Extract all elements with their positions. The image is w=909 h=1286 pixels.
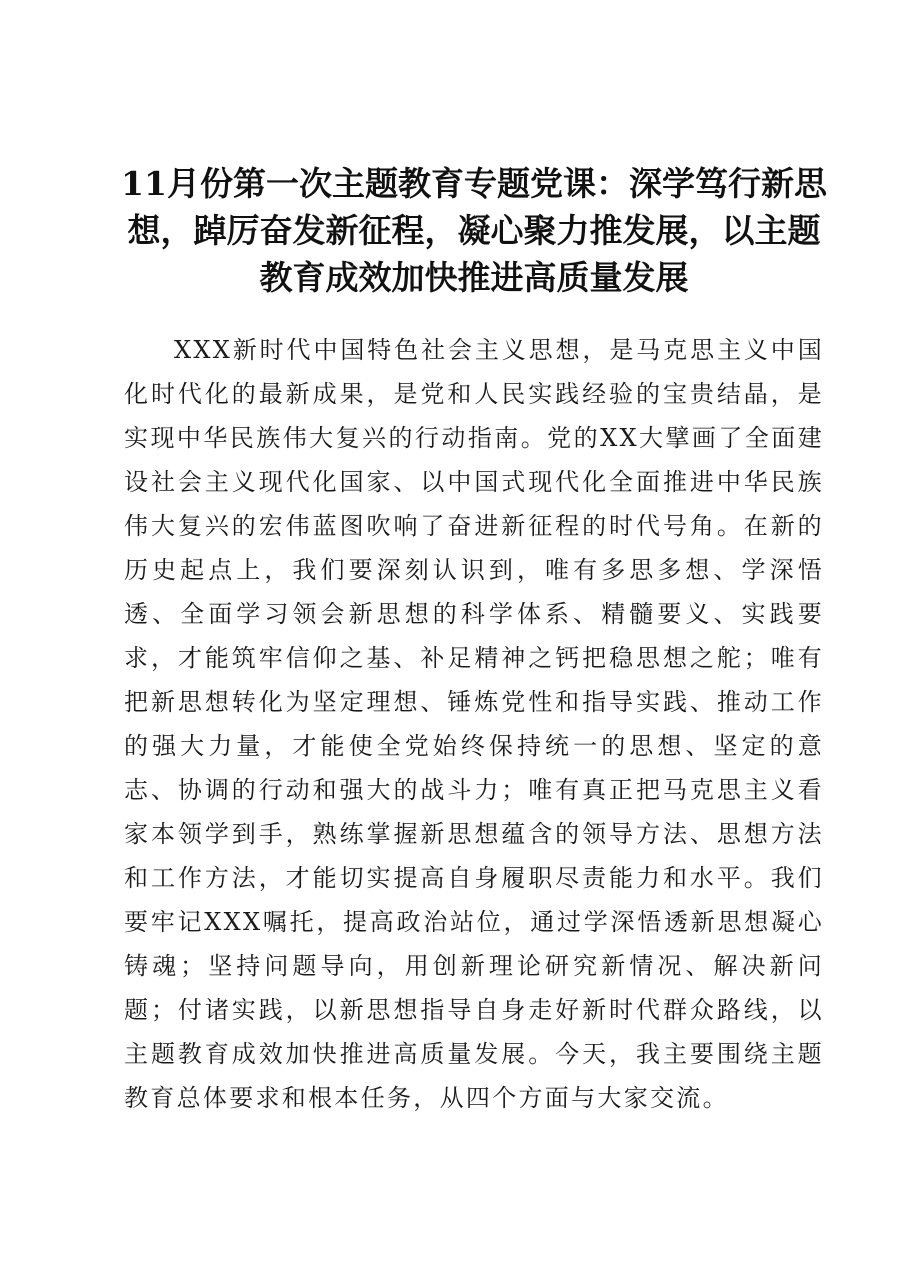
document-title: 11月份第一次主题教育专题党课：深学笃行新思想，踔厉奋发新征程，凝心聚力推发展，以主题教育成效加快推进高质量发展 [121, 164, 827, 297]
body-paragraph: XXX新时代中国特色社会主义思想，是马克思主义中国化时代化的最新成果，是党和人民实践经验的宝贵结晶，是实现中华民族伟大复兴的行动指南。党的XX大擘画了全面建设社会主义现代化国家、以中国式现代化全面推进中华民族伟大复兴的宏伟蓝图吹响了奋进新征程的时代号角。在新的历史起点上，我们要深刻认识到，唯有多思多想、学深悟透、全面学习领会新思想的科学体系、精髓要义、实践要求，才能筑牢信仰之基、补足精神之钙把稳思想之舵；唯有把新思想转化为坚定理想、锤炼党性和指导实践、推动工作的强大力量，才能使全党始终保持统一的思想、坚定的意志、协调的行动和强大的战斗力；唯有真正把马克思主义看家本领学到手，熟练掌握新思想蕴含的领导方法、思想方法和工作方法，才能切实提高自身履职尽责能力和水平。我们要牢记XXX嘱托，提高政治站位，通过学深悟透新思想凝心铸魂；坚持问题导向，用创新理论研究新情况、解决新问题；付诸实践，以新思想指导自身走好新时代群众路线，以主题教育成效加快推进高质量发展。今天，我主要围绕主题教育总体要求和根本任务，从四个方面与大家交流。 [124, 336, 824, 1112]
